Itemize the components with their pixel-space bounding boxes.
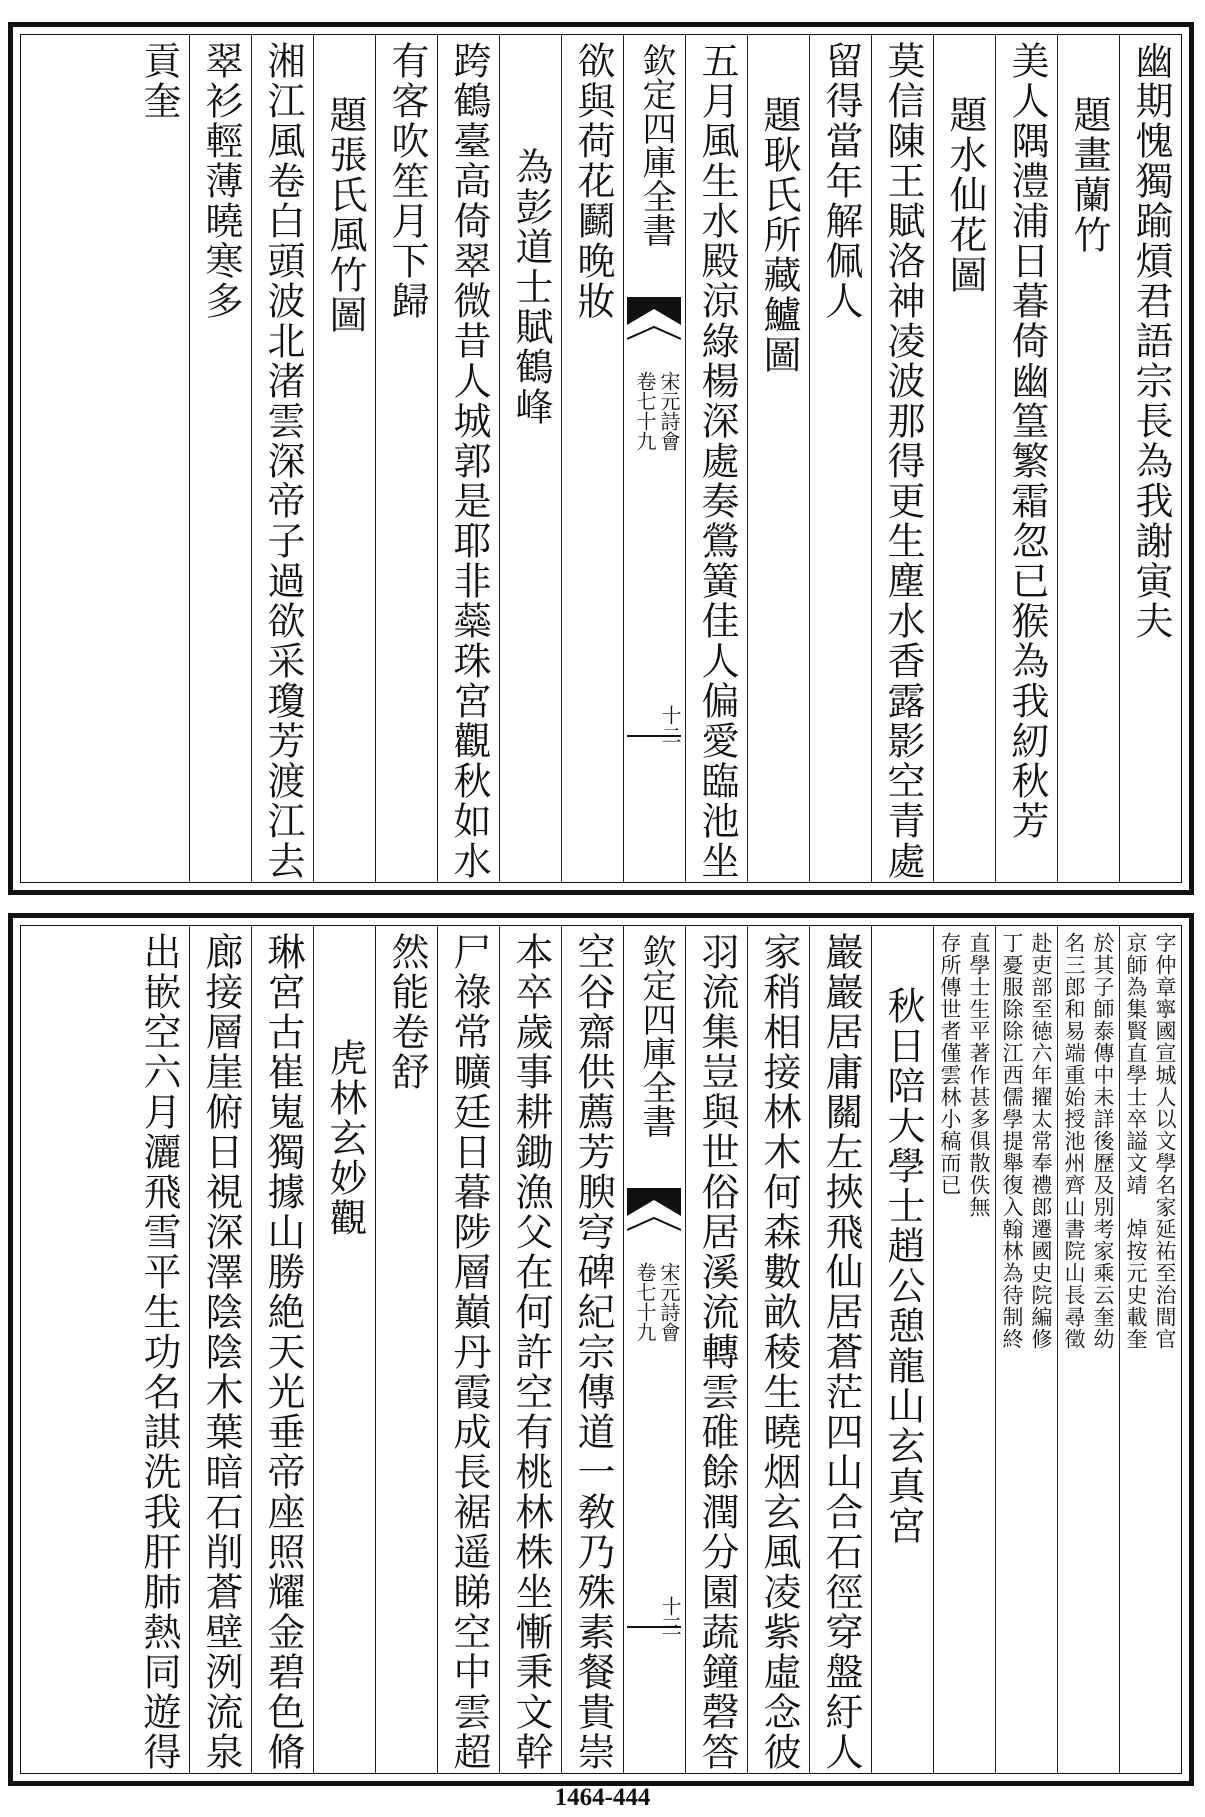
poem-line: 廊接層崖俯日視深澤陰陰木葉暗石削蒼壁洌流泉 — [199, 932, 243, 1772]
fold-rule — [627, 1626, 681, 1628]
folio-number: 十二 — [658, 705, 682, 745]
poem-text-column — [375, 35, 437, 882]
poem-text-column — [189, 926, 251, 1773]
annotation-column — [1057, 926, 1119, 1773]
volume-label: 卷七十九 — [633, 1262, 657, 1342]
poem-text-column — [809, 926, 871, 1773]
top-page-text-frame — [20, 34, 1182, 883]
volume-label: 卷七十九 — [633, 371, 657, 451]
poem-line: 美人隅澧浦日暮倚幽篁繁霜忽已猴為我紉秋芳 — [1005, 41, 1049, 841]
poem-line: 羽流集豈與世俗居溪流轉雲碓餘潤分園蔬鐘磬答 — [695, 932, 739, 1772]
poem-line: 出嵌空六月灑飛雪平生功名諆洗我肝肺熱同遊得 — [137, 932, 181, 1772]
poem-title-column — [933, 35, 995, 882]
fishtail-rule-icon — [627, 325, 681, 341]
annotation-line: 赴吏部至徳六年擢太常奉禮郎遷國史院編修 — [1029, 932, 1053, 1350]
poem-line: 五月風生水殿涼綠楊深處奏鶯簧佳人偏愛臨池坐 — [695, 41, 739, 881]
poem-line: 莫信陳王賦洛神凌波那得更生塵水香露影空青處 — [881, 41, 925, 881]
annotation-line: 名三郎和易端重始授池州齊山書院山長尋徵 — [1062, 932, 1086, 1350]
poem-text-column — [995, 35, 1057, 882]
poem-title-column — [499, 35, 561, 882]
poem-line: 貢奎 — [137, 41, 181, 121]
poem-line: 留得當年解佩人 — [819, 41, 863, 321]
poem-title: 題耿氏所藏鱸圖 — [757, 95, 801, 375]
folio-number: 十三 — [658, 1596, 682, 1636]
book-title: 欽定四庫全書 — [636, 934, 676, 1138]
fishtail-mark-icon — [627, 297, 681, 325]
annotation-line: 於其子師泰傳中未詳後歷及別考家乘云奎幼 — [1091, 932, 1115, 1350]
poem-text-column — [747, 926, 809, 1773]
top-page — [8, 22, 1194, 895]
poem-title: 為彭道士賦鶴峰 — [509, 147, 553, 427]
fishtail-rule-icon — [627, 1216, 681, 1232]
annotation-line: 直學士生平著作甚多俱散佚無 — [967, 932, 991, 1218]
poem-title-column — [313, 926, 375, 1773]
poem-title-column — [747, 35, 809, 882]
poem-title: 秋日陪大學士趙公憩龍山玄真宮 — [881, 986, 925, 1546]
annotation-line: 丁憂服除除江西儒學提舉復入翰林為待制終 — [1000, 932, 1024, 1350]
poem-text-column — [437, 926, 499, 1773]
poem-line: 幽期愧獨踰熕君語宗長為我謝寅夫 — [1129, 41, 1173, 641]
poem-line: 跨鶴臺高倚翠微昔人城郭是耶非蘂珠宮觀秋如水 — [447, 41, 491, 881]
center-fold-column — [623, 35, 685, 882]
poem-line: 琳宮古崔嵬獨據山勝絶天光垂帝座照耀金碧色脩 — [261, 932, 305, 1772]
poem-line: 家稍相接林木何森數畝稜生曉烟玄風凌紫虛念彼 — [757, 932, 801, 1772]
collection-title: 宋元詩會 — [657, 1262, 681, 1342]
poem-title: 題水仙花圖 — [943, 95, 987, 295]
poem-line: 翠衫輕薄曉寒多 — [199, 41, 243, 321]
poem-title: 題張氏風竹圖 — [323, 95, 367, 335]
poem-text-column — [127, 926, 189, 1773]
poem-line: 然能卷舒 — [385, 932, 429, 1092]
fold-rule — [627, 735, 681, 737]
annotation-column — [995, 926, 1057, 1773]
center-fold-column — [623, 926, 685, 1773]
poem-line: 有客吹笙月下歸 — [385, 41, 429, 321]
poem-line: 尸祿常曠廷日暮陟層巔丹霞成長裾遥睇空中雲超 — [447, 932, 491, 1772]
poem-text-column — [189, 35, 251, 882]
poem-title-column — [313, 35, 375, 882]
annotation-column — [1119, 926, 1181, 1773]
collection-title: 宋元詩會 — [657, 371, 681, 451]
poem-line: 空谷齋供薦芳腴穹碑紀宗傳道一敎乃殊素餐貴崇 — [571, 932, 615, 1772]
fishtail-mark-icon — [627, 1188, 681, 1216]
poem-text-column — [809, 35, 871, 882]
poem-text-column — [251, 35, 313, 882]
page-number-footer: 1464-444 — [554, 1784, 651, 1811]
bottom-page-text-frame — [20, 925, 1182, 1774]
poem-title-column — [871, 926, 933, 1773]
annotation-line: 存所傳世者僅雲林小稿而已 — [938, 932, 962, 1196]
poem-title: 虎林玄妙觀 — [323, 1038, 367, 1238]
poem-line: 湘江風卷白頭波北渚雲深帝子過欲采瓊芳渡江去 — [261, 41, 305, 881]
poem-text-column — [561, 35, 623, 882]
poem-text-column — [561, 926, 623, 1773]
annotation-line: 京師為集賢直學士卒謚文靖 焯按元史載奎 — [1124, 932, 1148, 1350]
poem-line: 巖巖居庸關左挾飛仙居蒼茫四山合石徑穿盤紆人 — [819, 932, 863, 1772]
poem-text-column — [1119, 35, 1181, 882]
book-title: 欽定四庫全書 — [636, 43, 676, 247]
poem-text-column — [437, 35, 499, 882]
poem-title-column — [1057, 35, 1119, 882]
poem-text-column — [251, 926, 313, 1773]
poem-line: 本卒歲事耕鋤漁父在何許空有桃林株坐慚秉文幹 — [509, 932, 553, 1772]
poem-text-column — [685, 35, 747, 882]
annotation-line: 字仲章寧國宣城人以文學名家延祐至治間官 — [1153, 932, 1177, 1350]
poem-text-column — [685, 926, 747, 1773]
poem-line: 欲與荷花鬬晚妝 — [571, 41, 615, 321]
poem-title: 題畫蘭竹 — [1067, 95, 1111, 255]
poem-text-column — [499, 926, 561, 1773]
poem-text-column — [375, 926, 437, 1773]
poem-text-column — [871, 35, 933, 882]
bottom-page — [8, 913, 1194, 1786]
poem-text-column — [127, 35, 189, 882]
annotation-column — [933, 926, 995, 1773]
